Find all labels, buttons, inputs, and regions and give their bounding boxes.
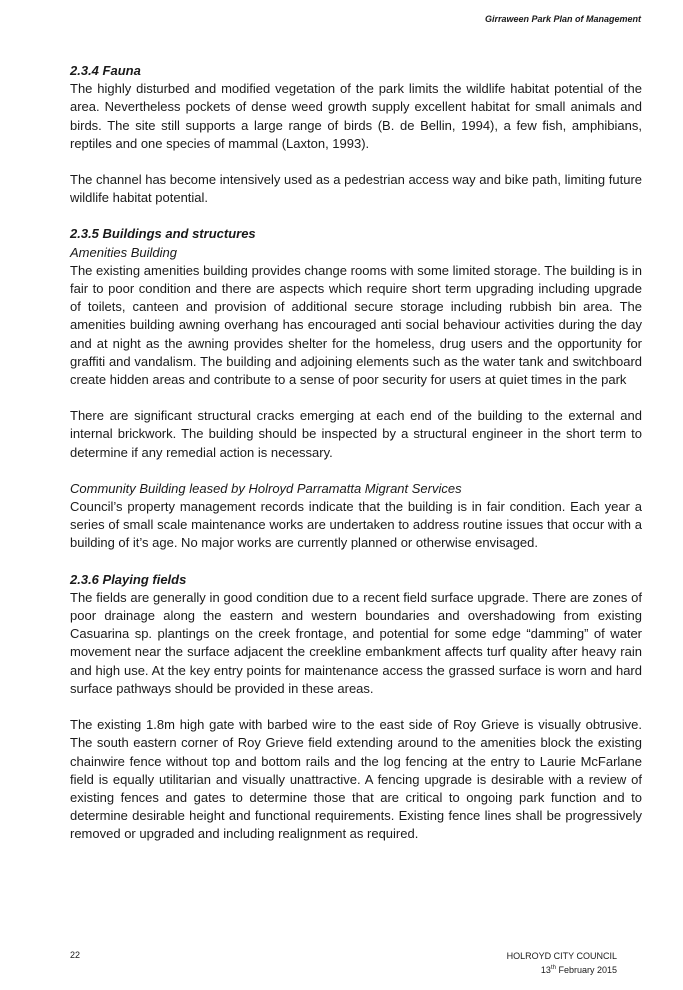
paragraph: The highly disturbed and modified vegetation of the park limits the wildlife habitat potential of the area. Nevertheless pockets of dense weed growth supply excellent habitat for small animals and birds. The site still supports a large range of birds (B. de Bellin, 1994), a few fish, amphibians, reptiles and one species of mammal (Laxton, 1993). <box>70 81 642 151</box>
page-number: 22 <box>70 950 81 960</box>
paragraph: The channel has become intensively used as a pedestrian access way and bike path, limiting future wildlife habitat potential. <box>70 172 642 206</box>
section-heading-buildings: 2.3.5 Buildings and structures <box>70 226 256 242</box>
section-heading-fauna: 2.3.4 Fauna <box>70 63 141 78</box>
paragraph: There are significant structural cracks emerging at each end of the building to the external and internal brickwork. The building should be inspected by a structural engineer in the short term to determine if any remedial action is necessary. <box>70 408 642 460</box>
subheading-amenities: Amenities Building <box>70 244 177 260</box>
footer-org <box>507 950 617 976</box>
paragraph: The existing amenities building provides change rooms with some limited storage. The building is in fair to poor condition and there are aspects which require short term upgrading including upgrade of toilets, canteen and provision of additional secure storage including rubbish bin area. The amenities building awning overhang has encouraged anti social behaviour activities during the day and at night as the awning provides shelter for the homeless, drug users and the opportunity for graffiti and vandalism. The building and adjoining elements such as the water tank and switchboard create hidden areas and contribute to a sense of poor security for users at quiet times in the park <box>70 262 642 388</box>
running-header: Girraween Park Plan of Management <box>484 14 641 24</box>
subheading-community: Community Building leased by Holroyd Parramatta Migrant Services <box>70 480 462 496</box>
section-heading-playing-fields: 2.3.6 Playing fields <box>70 571 187 587</box>
paragraph: The existing 1.8m high gate with barbed wire to the east side of Roy Grieve is visually obtrusive. The south eastern corner of Roy Grieve field extending around to the amenities block the existing chainwire fence without top and bottom rails and the log fencing at the entry to Laurie McFarlane field is equally utilitarian and visually unattractive. A fencing upgrade is desirable with a review of existing fences and gates to determine those that are critical to ongoing park function and to determine desirable height and functional requirements. Existing fence lines shall be progressively removed or upgraded and including realignment as required. <box>70 717 642 842</box>
document-body <box>70 62 642 844</box>
footer-date: 13th February 2015 <box>540 965 617 975</box>
paragraph: The fields are generally in good condition due to a recent field surface upgrade. There are zones of poor drainage along the eastern and western boundaries and overshadowing from existing Casuarina sp. plantings on the creek frontage, and potential for some edge “damming” of water movement near the surface adjacent the creekline embankment affects turf quality after heavy rain and high use. At the key entry points for maintenance access the grassed surface is worn and hard surface pathways should be provided in these areas. <box>70 589 642 696</box>
paragraph: Council’s property management records indicate that the building is in fair condition. Each year a series of small scale maintenance works are undertaken to address routine issues that occur with a building of it’s age. No major works are currently planned or otherwise envisaged. <box>70 499 642 551</box>
footer-org-name: HOLROYD CITY COUNCIL <box>506 951 617 961</box>
